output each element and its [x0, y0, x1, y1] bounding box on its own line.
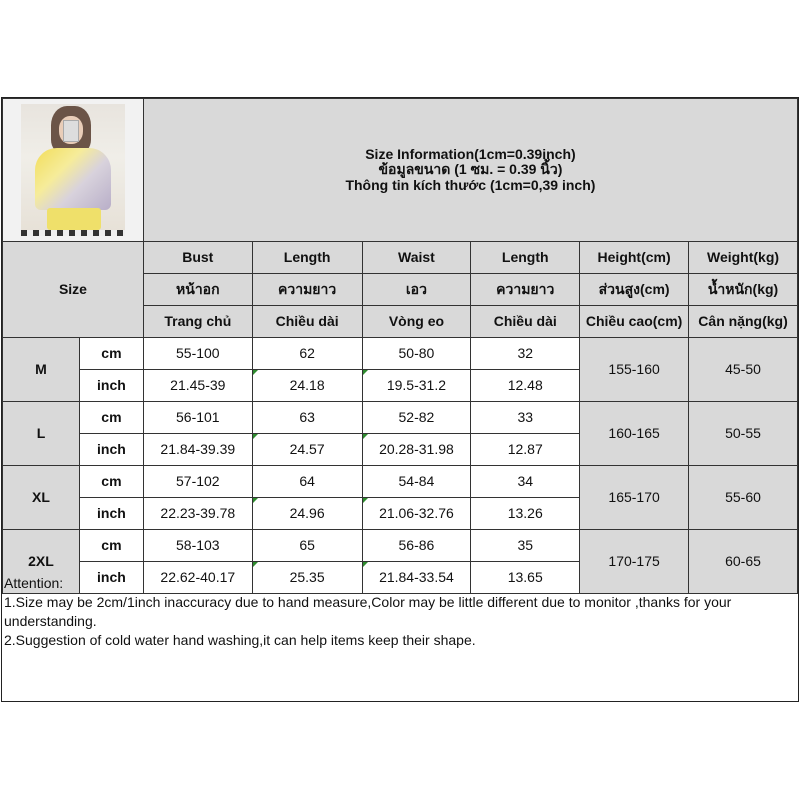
cell-bust: 21.84-39.39: [143, 434, 252, 466]
cell-bust: 21.45-39: [143, 370, 252, 402]
cell-length-2: 32: [471, 338, 580, 370]
size-table: [2, 98, 798, 594]
header-weight: Weight(kg): [689, 242, 798, 274]
product-photo: [21, 104, 125, 236]
cell-bust: 57-102: [143, 466, 252, 498]
cell-weight: 60-65: [689, 530, 798, 594]
unit-cm: cm: [79, 466, 143, 498]
cell-length: 62: [252, 338, 362, 370]
header-length: Length: [252, 242, 362, 274]
attention-line-2: 2.Suggestion of cold water hand washing,it can help items keep their shape.: [4, 632, 476, 648]
header-waist-vi: Vòng eo: [362, 306, 471, 338]
cell-length-2: 35: [471, 530, 580, 562]
attention-line-1: 1.Size may be 2cm/1inch inaccuracy due to hand measure,Color may be little different due to monitor ,thanks for your understanding.: [4, 594, 732, 629]
header-weight-vi: Cân nặng(kg): [689, 306, 798, 338]
header-height: Height(cm): [580, 242, 689, 274]
header-length-vi: Chiều dài: [252, 306, 362, 338]
unit-inch: inch: [79, 434, 143, 466]
size-chart-sheet: [1, 97, 799, 702]
cell-length: 65: [252, 530, 362, 562]
header-height-th: ส่วนสูง(cm): [580, 274, 689, 306]
size-2xl: 2XL: [3, 530, 80, 594]
cell-waist: 56-86: [362, 530, 471, 562]
cell-length: 64: [252, 466, 362, 498]
cell-length-2: 13.26: [471, 498, 580, 530]
cell-length-2: 34: [471, 466, 580, 498]
info-line-th: ข้อมูลขนาด (1 ซม. = 0.39 นิ้ว): [378, 161, 563, 178]
unit-inch: inch: [79, 370, 143, 402]
unit-inch: inch: [79, 498, 143, 530]
size-l: L: [3, 402, 80, 466]
header-length-2-vi: Chiều dài: [471, 306, 580, 338]
cell-length: 63: [252, 402, 362, 434]
size-header: Size: [3, 242, 144, 338]
cell-waist: 52-82: [362, 402, 471, 434]
unit-cm: cm: [79, 338, 143, 370]
header-bust-th: หน้าอก: [143, 274, 252, 306]
cell-waist: 21.84-33.54: [362, 562, 471, 594]
cell-height: 155-160: [580, 338, 689, 402]
cell-height: 170-175: [580, 530, 689, 594]
attention-notes: [4, 574, 794, 650]
header-waist-th: เอว: [362, 274, 471, 306]
size-m: M: [3, 338, 80, 402]
cell-bust: 56-101: [143, 402, 252, 434]
cell-waist: 20.28-31.98: [362, 434, 471, 466]
cell-waist: 50-80: [362, 338, 471, 370]
unit-cm: cm: [79, 402, 143, 434]
cell-length-2: 13.65: [471, 562, 580, 594]
cell-weight: 45-50: [689, 338, 798, 402]
header-bust: Bust: [143, 242, 252, 274]
header-height-vi: Chiều cao(cm): [580, 306, 689, 338]
cell-bust: 22.62-40.17: [143, 562, 252, 594]
cell-bust: 58-103: [143, 530, 252, 562]
header-length-2: Length: [471, 242, 580, 274]
header-waist: Waist: [362, 242, 471, 274]
cell-length-2: 12.48: [471, 370, 580, 402]
header-weight-th: น้ำหนัก(kg): [689, 274, 798, 306]
unit-cm: cm: [79, 530, 143, 562]
cell-height: 165-170: [580, 466, 689, 530]
cell-height: 160-165: [580, 402, 689, 466]
unit-inch: inch: [79, 562, 143, 594]
cell-waist: 21.06-32.76: [362, 498, 471, 530]
info-line-en: Size Information(1cm=0.39inch): [365, 145, 576, 162]
size-info-title: [143, 99, 797, 242]
header-bust-vi: Trang chủ: [143, 306, 252, 338]
header-length-2-th: ความยาว: [471, 274, 580, 306]
info-line-vi: Thông tin kích thước (1cm=0,39 inch): [345, 176, 596, 193]
cell-waist: 54-84: [362, 466, 471, 498]
cell-length: 24.96: [252, 498, 362, 530]
cell-length: 24.18: [252, 370, 362, 402]
cell-weight: 50-55: [689, 402, 798, 466]
header-length-th: ความยาว: [252, 274, 362, 306]
cell-waist: 19.5-31.2: [362, 370, 471, 402]
cell-length-2: 12.87: [471, 434, 580, 466]
cell-length-2: 33: [471, 402, 580, 434]
cell-weight: 55-60: [689, 466, 798, 530]
attention-title: Attention:: [4, 575, 64, 591]
cell-bust: 55-100: [143, 338, 252, 370]
cell-bust: 22.23-39.78: [143, 498, 252, 530]
cell-length: 24.57: [252, 434, 362, 466]
cell-length: 25.35: [252, 562, 362, 594]
product-photo-cell: [3, 99, 144, 242]
size-xl: XL: [3, 466, 80, 530]
